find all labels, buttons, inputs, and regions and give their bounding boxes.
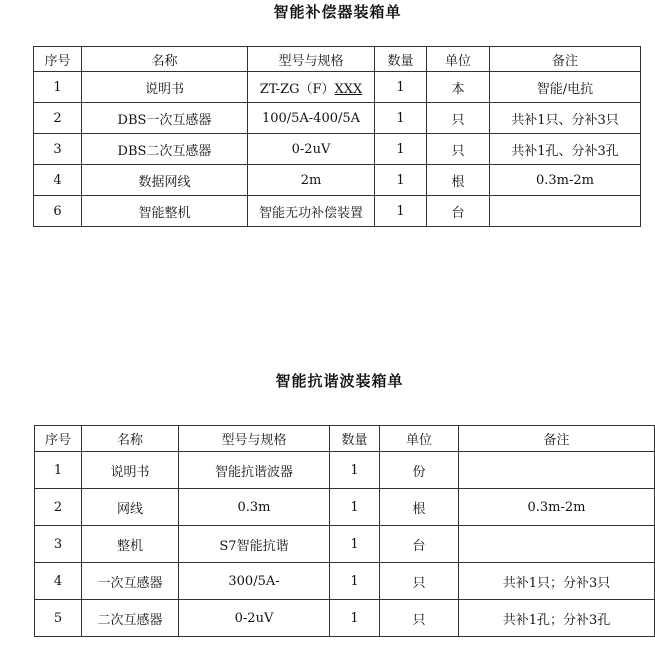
table-row xyxy=(34,196,641,227)
cell-no: 2 xyxy=(34,103,82,134)
cell-no: 2 xyxy=(35,489,82,526)
cell-model: 2m xyxy=(248,165,375,196)
cell-remark xyxy=(459,526,655,563)
cell-model: 0-2uV xyxy=(179,600,330,637)
cell-name: 说明书 xyxy=(82,72,248,103)
cell-no: 1 xyxy=(34,72,82,103)
cell-name: 整机 xyxy=(82,526,179,563)
cell-qty: 1 xyxy=(330,600,380,637)
cell-no: 4 xyxy=(34,165,82,196)
cell-no: 3 xyxy=(34,134,82,165)
cell-qty: 1 xyxy=(330,563,380,600)
cell-no: 1 xyxy=(35,452,82,489)
packing-list-title-1: 智能补偿器装箱单 xyxy=(273,3,402,21)
table-row xyxy=(35,489,655,526)
table-row xyxy=(34,72,641,103)
cell-qty: 1 xyxy=(375,134,427,165)
cell-model: 0.3m xyxy=(179,489,330,526)
cell-qty: 1 xyxy=(330,452,380,489)
header-unit: 单位 xyxy=(380,426,459,452)
table-row xyxy=(34,103,641,134)
cell-name: DBS二次互感器 xyxy=(82,134,248,165)
header-qty: 数量 xyxy=(330,426,380,452)
cell-remark xyxy=(490,196,641,227)
header-model: 型号与规格 xyxy=(179,426,330,452)
header-remark: 备注 xyxy=(459,426,655,452)
table-row xyxy=(35,452,655,489)
cell-remark: 共补1孔；分补3孔 xyxy=(459,600,655,637)
cell-remark: 0.3m-2m xyxy=(490,165,641,196)
cell-no: 3 xyxy=(35,526,82,563)
cell-name: 说明书 xyxy=(82,452,179,489)
cell-model: 0-2uV xyxy=(248,134,375,165)
header-name: 名称 xyxy=(82,426,179,452)
cell-unit: 根 xyxy=(380,489,459,526)
cell-unit: 只 xyxy=(427,103,490,134)
cell-unit: 只 xyxy=(380,563,459,600)
cell-model: 智能抗谐波器 xyxy=(179,452,330,489)
packing-list-table-2 xyxy=(34,425,655,637)
header-qty: 数量 xyxy=(375,47,427,72)
cell-qty: 1 xyxy=(375,165,427,196)
cell-model: 智能无功补偿装置 xyxy=(248,196,375,227)
cell-qty: 1 xyxy=(375,196,427,227)
cell-model: S7智能抗谐 xyxy=(179,526,330,563)
cell-unit: 台 xyxy=(427,196,490,227)
cell-remark: 共补1只、分补3只 xyxy=(490,103,641,134)
cell-name: DBS一次互感器 xyxy=(82,103,248,134)
cell-unit: 根 xyxy=(427,165,490,196)
packing-list-table-1 xyxy=(33,46,641,227)
cell-remark: 智能/电抗 xyxy=(490,72,641,103)
table-row xyxy=(34,134,641,165)
cell-qty: 1 xyxy=(375,72,427,103)
model-text: ZT-ZG（F） xyxy=(259,81,335,97)
packing-list-title-2: 智能抗谐波装箱单 xyxy=(275,372,404,390)
cell-qty: 1 xyxy=(330,526,380,563)
cell-no: 4 xyxy=(35,563,82,600)
cell-unit: 本 xyxy=(427,72,490,103)
cell-remark xyxy=(459,452,655,489)
header-name: 名称 xyxy=(82,47,248,72)
cell-name: 网线 xyxy=(82,489,179,526)
cell-no: 5 xyxy=(35,600,82,637)
table-row xyxy=(35,563,655,600)
cell-model: 100/5A-400/5A xyxy=(248,103,375,134)
table-header-row xyxy=(34,47,641,72)
model-suffix: XXX xyxy=(334,81,363,97)
cell-model: 300/5A- xyxy=(179,563,330,600)
header-unit: 单位 xyxy=(427,47,490,72)
cell-remark: 共补1只；分补3只 xyxy=(459,563,655,600)
cell-remark: 0.3m-2m xyxy=(459,489,655,526)
cell-remark: 共补1孔、分补3孔 xyxy=(490,134,641,165)
cell-unit: 台 xyxy=(380,526,459,563)
table-row xyxy=(35,600,655,637)
table-header-row xyxy=(35,426,655,452)
cell-unit: 只 xyxy=(427,134,490,165)
cell-no: 6 xyxy=(34,196,82,227)
cell-unit: 只 xyxy=(380,600,459,637)
table-row xyxy=(35,526,655,563)
header-no: 序号 xyxy=(35,426,82,452)
header-no: 序号 xyxy=(34,47,82,72)
cell-name: 数据网线 xyxy=(82,165,248,196)
cell-qty: 1 xyxy=(375,103,427,134)
cell-name: 二次互感器 xyxy=(82,600,179,637)
header-remark: 备注 xyxy=(490,47,641,72)
cell-model xyxy=(248,72,375,103)
header-model: 型号与规格 xyxy=(248,47,375,72)
cell-name: 一次互感器 xyxy=(82,563,179,600)
cell-unit: 份 xyxy=(380,452,459,489)
table-row xyxy=(34,165,641,196)
cell-name: 智能整机 xyxy=(82,196,248,227)
cell-qty: 1 xyxy=(330,489,380,526)
